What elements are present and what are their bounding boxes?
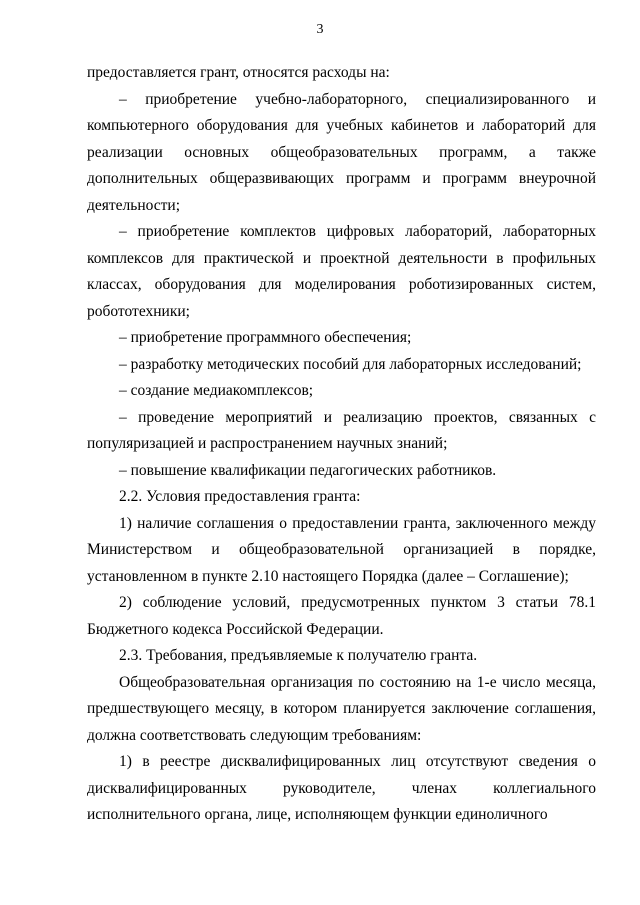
list-item-lab-equipment: – приобретение учебно-лабораторного, специализированного и компьютерного оборудования для учебных кабинетов и лабораторий для реализации основных общеобразовательных программ, а также дополнительных общеразвивающих программ и программ внеурочной деятельности;	[87, 90, 596, 214]
list-item-teacher-training: – повышение квалификации педагогических работников.	[119, 461, 497, 479]
condition-2-budget-code: 2) соблюдение условий, предусмотренных пунктом 3 статьи 78.1 Бюджетного кодекса Российской Федерации.	[87, 594, 596, 638]
condition-1-agreement: 1) наличие соглашения о предоставлении гранта, заключенного между Министерством и общеобразовательной организацией в порядке, установленном в пункте 2.10 настоящего Порядка (далее – Соглашение);	[87, 514, 596, 585]
paragraph-expenses-intro: предоставляется грант, относятся расходы на:	[87, 64, 390, 81]
list-item-digital-labs: – приобретение комплектов цифровых лабораторий, лабораторных комплексов для практической и проектной деятельности в профильных классах, оборудования для моделирования роботизированных систем, робототехники;	[87, 223, 596, 320]
list-item-methodical-manuals: – разработку методических пособий для лабораторных исследований;	[119, 355, 582, 373]
list-item-media-complexes: – создание медиакомплексов;	[119, 382, 314, 399]
requirement-1-disqualified-registry: 1) в реестре дисквалифицированных лиц отсутствуют сведения о дисквалифицированных руководителе, членах коллегиального исполнительного органа, лице, исполняющем функции единоличного	[87, 753, 596, 823]
list-item-events-projects: – проведение мероприятий и реализацию проектов, связанных с популяризацией и распространением научных знаний;	[87, 408, 596, 452]
page-number: 3	[316, 22, 324, 37]
list-item-software: – приобретение программного обеспечения;	[119, 329, 412, 346]
section-heading-2-2: 2.2. Условия предоставления гранта:	[119, 488, 361, 505]
document-body	[87, 60, 596, 829]
paragraph-requirements-intro: Общеобразовательная организация по состоянию на 1-е число месяца, предшествующего месяцу, в котором планируется заключение соглашения, должна соответствовать следующим требованиям:	[87, 673, 596, 744]
section-heading-2-3: 2.3. Требования, предъявляемые к получателю гранта.	[119, 647, 478, 664]
